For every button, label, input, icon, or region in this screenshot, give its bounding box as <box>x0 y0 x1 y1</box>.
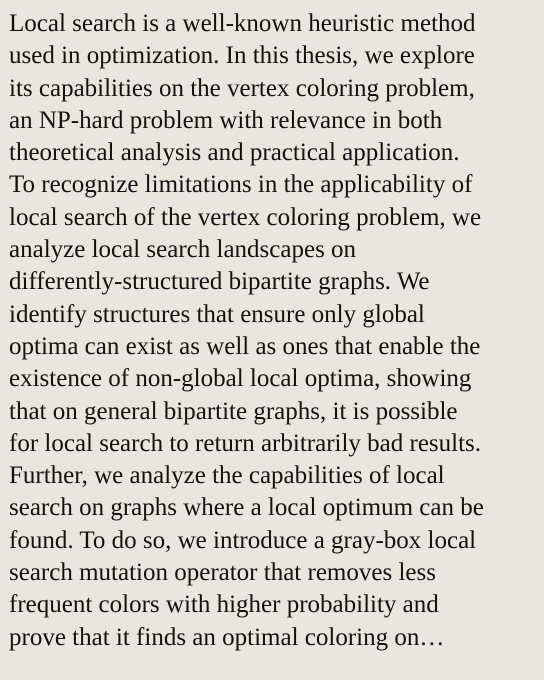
text-line: that on general bipartite graphs, it is possible <box>9 397 458 425</box>
text-line: identify structures that ensure only global <box>9 300 425 328</box>
text-line: an NP-hard problem with relevance in both <box>9 106 443 134</box>
text-line: search on graphs where a local optimum can be <box>9 494 484 522</box>
text-line: optima can exist as well as ones that enable the <box>9 332 481 360</box>
text-line: To recognize limitations in the applicability of <box>9 171 473 199</box>
text-line: for local search to return arbitrarily bad results. <box>9 429 482 457</box>
text-line: theoretical analysis and practical application. <box>9 139 460 167</box>
text-line: prove that it finds an optimal coloring on… <box>9 623 445 651</box>
text-line: Further, we analyze the capabilities of local <box>9 462 445 490</box>
text-line: used in optimization. In this thesis, we explore <box>9 42 475 70</box>
text-line: frequent colors with higher probability and <box>9 591 439 619</box>
text-line: differently-structured bipartite graphs. We <box>9 268 430 296</box>
text-line: Local search is a well-known heuristic method <box>9 10 476 37</box>
text-line: search mutation operator that removes less <box>9 559 436 587</box>
text-line: its capabilities on the vertex coloring problem, <box>9 74 475 102</box>
text-line: found. To do so, we introduce a gray-box local <box>9 526 477 554</box>
text-line: existence of non-global local optima, showing <box>9 365 472 393</box>
text-line: analyze local search landscapes on <box>9 236 357 264</box>
text-line: local search of the vertex coloring problem, we <box>9 203 482 231</box>
